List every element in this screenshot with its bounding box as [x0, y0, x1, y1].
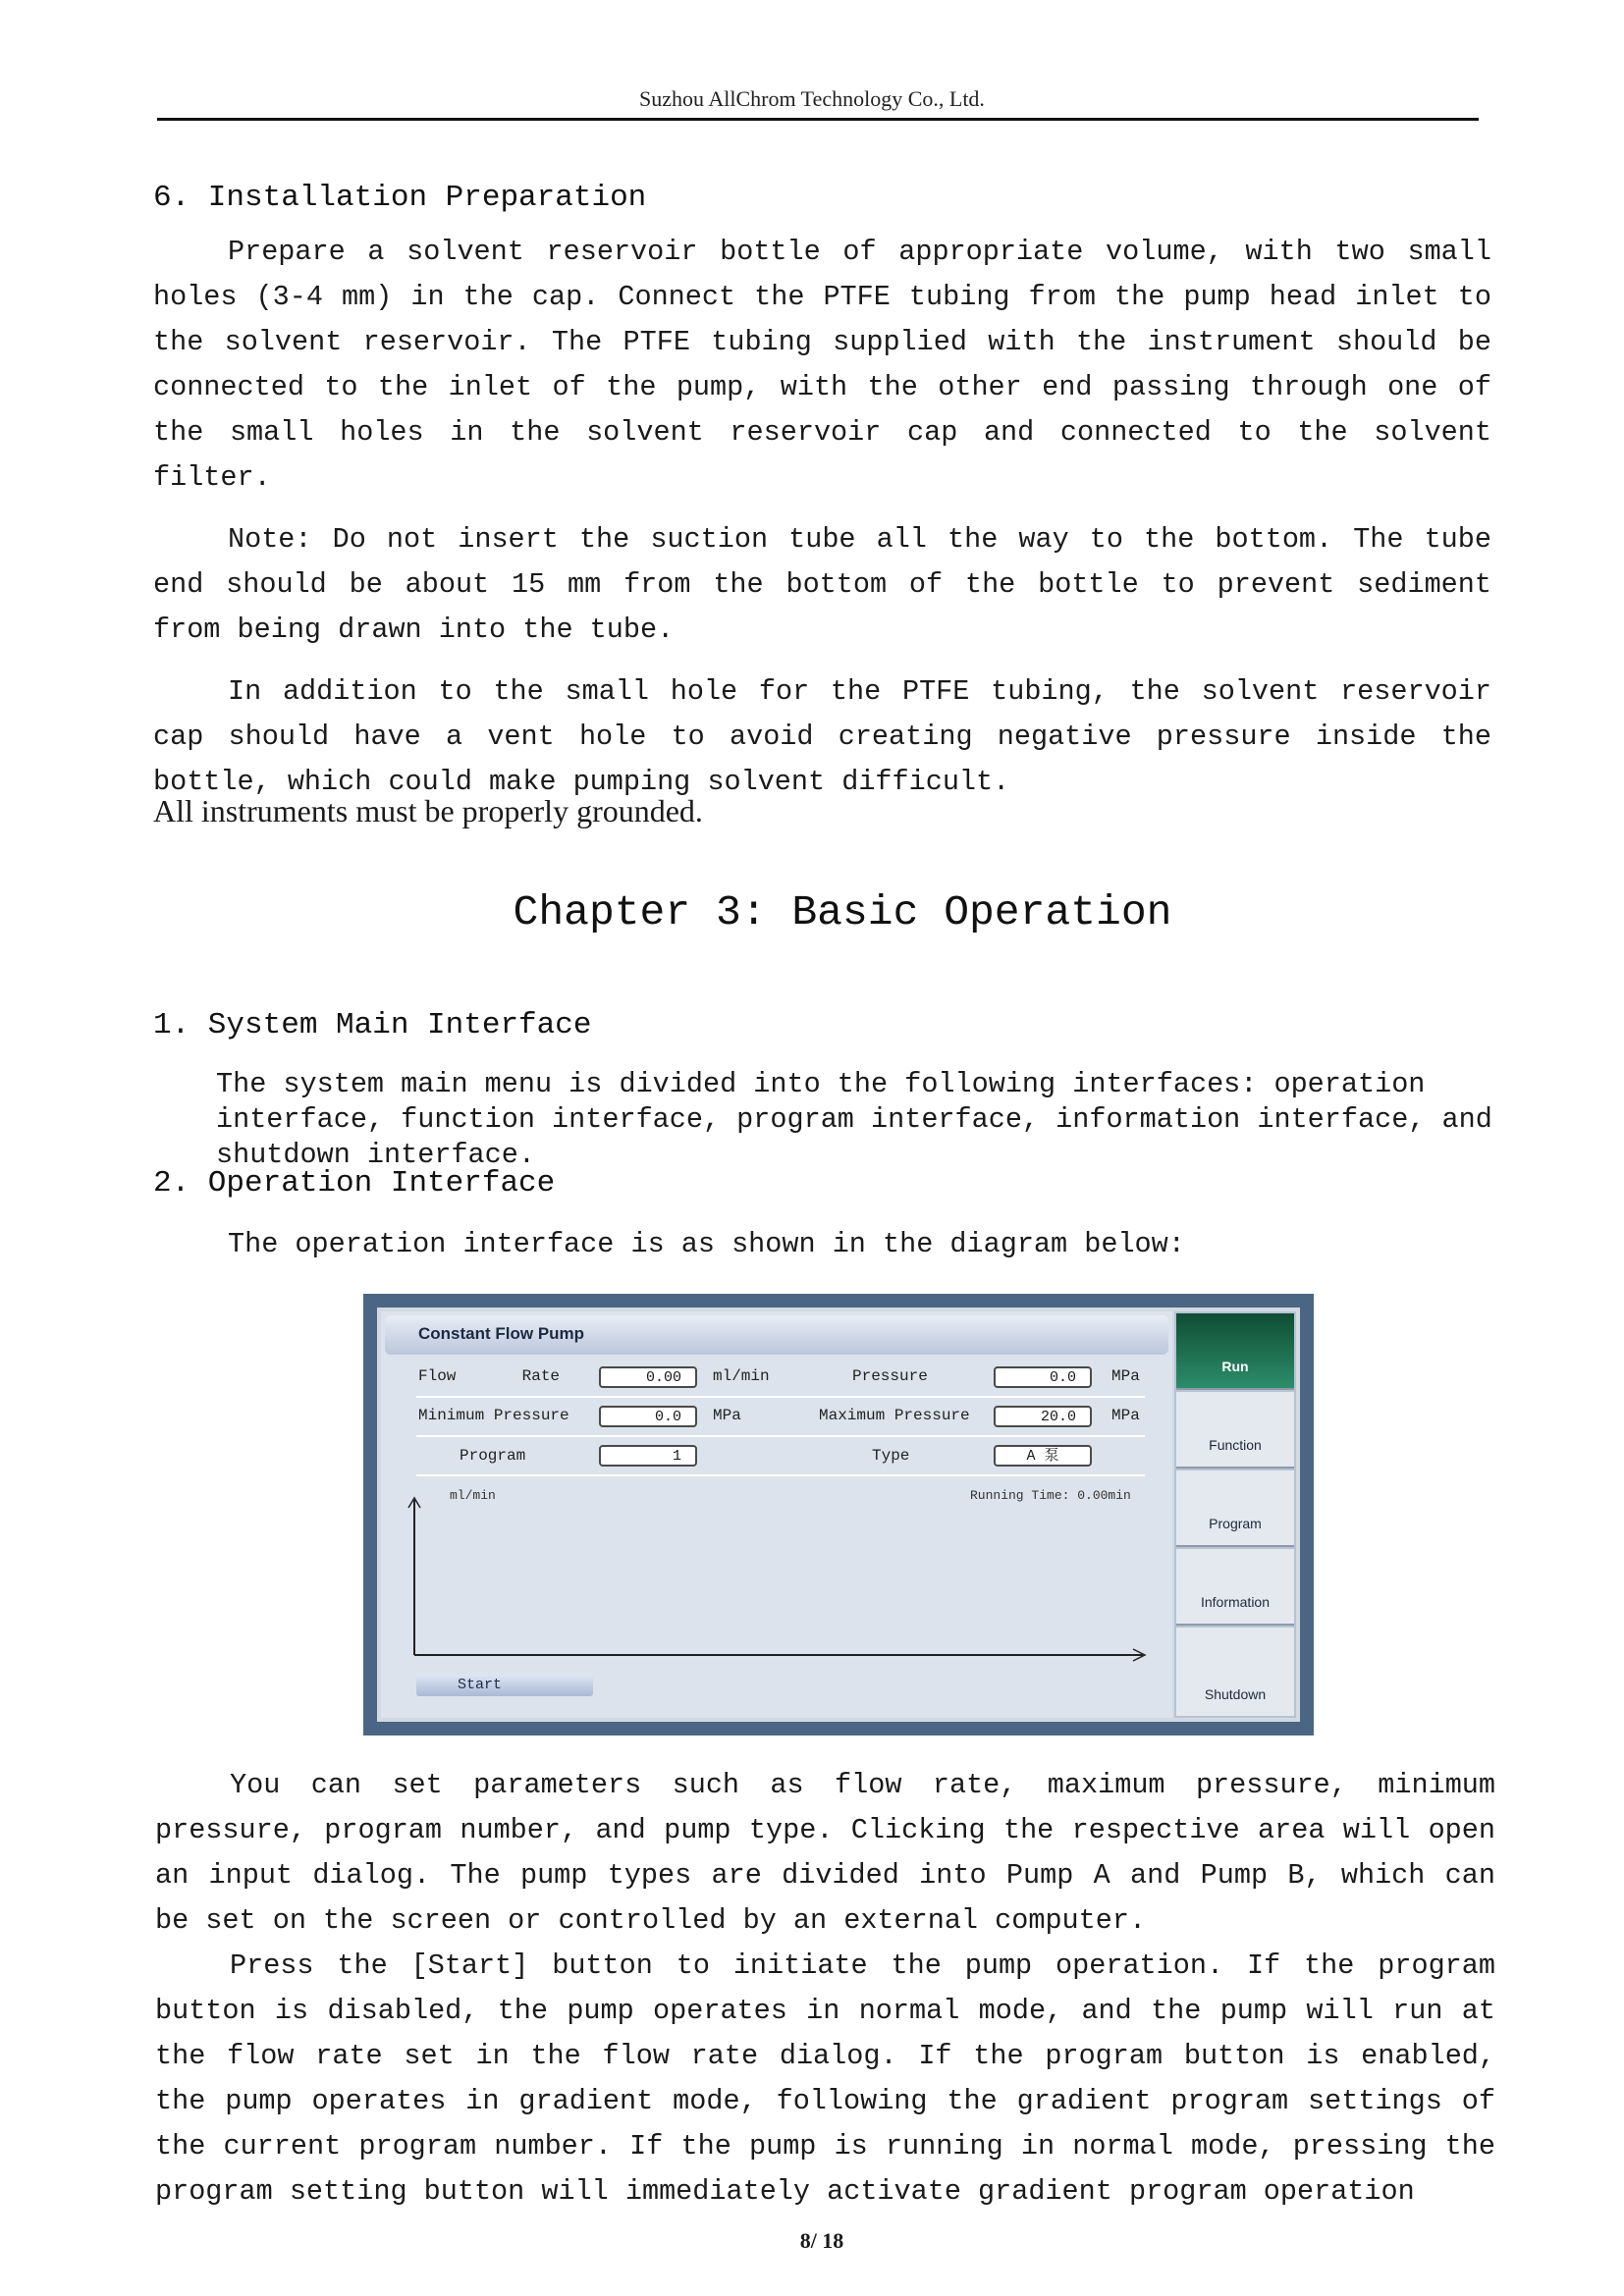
ui-row-separator — [416, 1396, 1145, 1398]
ui-window — [377, 1308, 1300, 1722]
start-button-label: Start — [458, 1677, 503, 1693]
pressure-unit: MPa — [1111, 1367, 1140, 1385]
running-time: Running Time: 0.00min — [970, 1488, 1131, 1503]
menu-information-button[interactable] — [1176, 1549, 1294, 1626]
menu-information-label: Information — [1200, 1594, 1271, 1610]
min-pressure-label: Minimum Pressure — [418, 1407, 569, 1424]
ui-title-bar — [385, 1315, 1168, 1355]
flow-rate-unit: ml/min — [713, 1367, 770, 1385]
ui-row-separator — [416, 1435, 1145, 1437]
section2-paragraph-1: You can set parameters such as flow rate, maximum pressure, minimum pressure, program number, and pump type. Clicking the respective area will open an input dialog. The pump types are divided into Pump A and Pump B, which can be set on the screen or controlled by an external computer. — [155, 1769, 1495, 1937]
menu-run-button[interactable] — [1176, 1313, 1294, 1390]
section6-body — [153, 230, 1491, 805]
max-pressure-field[interactable]: 20.0 — [994, 1406, 1092, 1427]
ui-title: Constant Flow Pump — [418, 1324, 585, 1343]
menu-shutdown-label: Shutdown — [1204, 1686, 1267, 1702]
section6-paragraph-2: Note: Do not insert the suction tube all the way to the bottom. The tube end should be about 15 mm from the bottom of the bottle to prevent sediment from being drawn into the tube. — [153, 523, 1491, 646]
grounding-note: All instruments must be properly grounded. — [153, 793, 703, 828]
pressure-field[interactable]: 0.0 — [994, 1366, 1092, 1388]
operation-interface-screenshot — [363, 1294, 1314, 1735]
page-header: Suzhou AllChrom Technology Co., Ltd. — [639, 86, 985, 111]
menu-function-button[interactable] — [1176, 1392, 1294, 1468]
type-field[interactable]: A 泵 — [994, 1445, 1092, 1467]
section6-paragraph-1: Prepare a solvent reservoir bottle of appropriate volume, with two small holes (3-4 mm) in the cap. Connect the PTFE tubing from the pump head inlet to the solvent reservoir. The PTFE tubing supplied with the instrument should be connected to the inlet of the pump, with the other end passing through one of the small holes in the solvent reservoir cap and connected to the solvent filter. — [153, 236, 1491, 494]
ui-side-menu — [1174, 1311, 1296, 1718]
ui-row-separator — [416, 1474, 1145, 1476]
section2-intro: The operation interface is as shown in the diagram below: — [228, 1228, 1185, 1260]
min-pressure-field[interactable]: 0.0 — [599, 1406, 697, 1427]
ui-main-panel — [381, 1311, 1172, 1718]
min-pressure-unit: MPa — [713, 1407, 741, 1424]
program-field[interactable]: 1 — [599, 1445, 697, 1467]
start-button[interactable] — [416, 1675, 593, 1696]
max-pressure-unit: MPa — [1111, 1407, 1140, 1424]
section2-body — [155, 1763, 1495, 2215]
menu-run-label: Run — [1221, 1359, 1249, 1374]
section6-heading: 6. Installation Preparation — [153, 181, 647, 215]
header-rule — [157, 118, 1479, 121]
flow-rate-label: Flow Rate — [418, 1367, 561, 1385]
type-label: Type — [872, 1447, 910, 1465]
pressure-label: Pressure — [852, 1367, 928, 1385]
program-label: Program — [460, 1447, 526, 1465]
menu-shutdown-button[interactable] — [1176, 1628, 1294, 1716]
flow-chart-axes — [406, 1494, 1153, 1667]
section2-paragraph-2: Press the [Start] button to initiate the pump operation. If the program button is disabled, the pump operates in normal mode, and the pump will run at the flow rate set in the flow rate dialog. If the program button is enabled, the pump operates in gradient mode, following the gradient program settings of the current program number. If the pump is running in normal mode, pressing the program setting button will immediately activate gradient program operation — [155, 1949, 1495, 2208]
section1-heading: 1. System Main Interface — [153, 1008, 592, 1042]
menu-function-label: Function — [1209, 1437, 1262, 1453]
chapter-title: Chapter 3: Basic Operation — [513, 888, 1172, 936]
section6-paragraph-3: In addition to the small hole for the PTFE tubing, the solvent reservoir cap should have a vent hole to avoid creating negative pressure inside the bottle, which could make pumping solvent difficult. — [153, 675, 1491, 798]
flow-rate-field[interactable]: 0.00 — [599, 1366, 697, 1388]
section1-text: The system main menu is divided into the following interfaces: operation interface, function interface, program interface, information interface, and shutdown interface. — [216, 1068, 1492, 1171]
menu-program-label: Program — [1209, 1516, 1262, 1531]
section2-heading: 2. Operation Interface — [153, 1166, 556, 1201]
axis-unit-label: ml/min — [450, 1488, 496, 1503]
menu-program-button[interactable] — [1176, 1470, 1294, 1547]
max-pressure-label: Maximum Pressure — [819, 1407, 970, 1424]
page-number: 8/ 18 — [799, 2228, 844, 2253]
